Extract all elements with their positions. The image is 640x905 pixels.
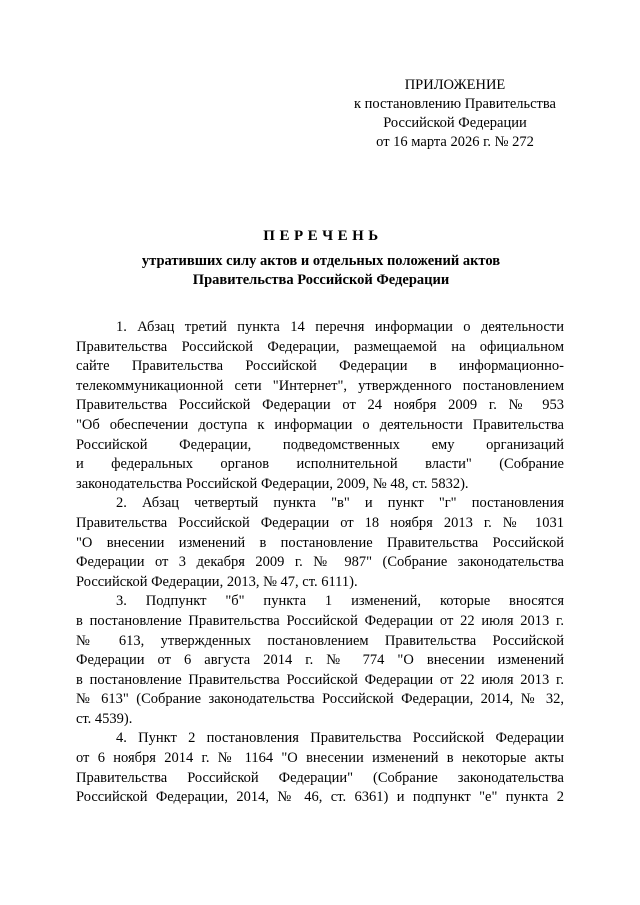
paragraph-line: "О внесении изменений в постановление Правительства Российской	[76, 534, 564, 551]
paragraph-line: телекоммуникационной сети "Интернет", утвержденного постановлением	[76, 377, 564, 394]
paragraph-line: Федерации от 6 августа 2014 г. № 774 "О внесении изменений	[76, 652, 564, 669]
paragraph-line: законодательства Российской Федерации, 2009, № 48, ст. 5832).	[76, 475, 469, 492]
appendix-date-number: от 16 марта 2026 г. № 272	[376, 134, 534, 150]
paragraph-line: № 613, утвержденных постановлением Правительства Российской	[76, 632, 564, 649]
paragraph-line: № 613" (Собрание законодательства Российской Федерации, 2014, № 32,	[76, 691, 564, 708]
list-item	[76, 318, 564, 494]
paragraph-line: "Об обеспечении доступа к информации о деятельности Правительства	[76, 416, 564, 433]
paragraph-line: Правительства Российской Федерации, размещаемой на официальном	[76, 338, 564, 355]
list-item	[76, 494, 564, 592]
paragraph-line: Федерации от 3 декабря 2009 г. № 987" (Собрание законодательства	[76, 554, 564, 571]
paragraph-line: Российской Федерации, 2014, № 46, ст. 6361) и подпункт "е" пункта 2	[76, 789, 564, 806]
document-body	[76, 318, 564, 808]
paragraph-line: Правительства Российской Федерации" (Собрание законодательства	[76, 769, 564, 786]
document-subtitle	[76, 252, 566, 290]
list-item	[76, 729, 564, 807]
appendix-header	[330, 76, 580, 152]
paragraph-line: Правительства Российской Федерации от 18 ноября 2013 г. № 1031	[76, 514, 564, 531]
paragraph-line: от 6 ноября 2014 г. № 1164 "О внесении изменений в некоторые акты	[76, 750, 564, 767]
paragraph-line: Правительства Российской Федерации от 24 ноября 2009 г. № 953	[76, 397, 564, 414]
appendix-reference-line: Российской Федерации	[383, 115, 527, 131]
paragraph-line: 4. Пункт 2 постановления Правительства Российской Федерации	[116, 730, 564, 747]
paragraph-line: и федеральных органов исполнительной власти" (Собрание	[76, 456, 564, 473]
paragraph-line: Российской Федерации, 2013, № 47, ст. 6111).	[76, 573, 358, 590]
appendix-reference-line: к постановлению Правительства	[354, 96, 556, 112]
paragraph-line: в постановление Правительства Российской Федерации от 22 июля 2013 г.	[76, 612, 564, 629]
paragraph-line: Российской Федерации, подведомственных ему организаций	[76, 436, 564, 453]
list-item	[76, 592, 564, 729]
document-title: ПЕРЕЧЕНЬ	[263, 228, 383, 244]
paragraph-line: в постановление Правительства Российской Федерации от 22 июля 2013 г.	[76, 671, 564, 688]
paragraph-line: 1. Абзац третий пункта 14 перечня информации о деятельности	[116, 319, 564, 335]
paragraph-line: сайте Правительства Российской Федерации в информационно-	[76, 358, 564, 375]
paragraph-line: 2. Абзац четвертый пункта "в" и пункт "г" постановления	[116, 495, 564, 512]
paragraph-line: 3. Подпункт "б" пункта 1 изменений, которые вносятся	[116, 593, 564, 610]
appendix-title: ПРИЛОЖЕНИЕ	[404, 77, 506, 93]
paragraph-line: ст. 4539).	[76, 710, 133, 727]
document-subtitle-line: Правительства Российской Федерации	[192, 272, 450, 288]
document-title-block	[76, 226, 566, 290]
document-subtitle-line: утративших силу актов и отдельных положений актов	[141, 253, 501, 269]
